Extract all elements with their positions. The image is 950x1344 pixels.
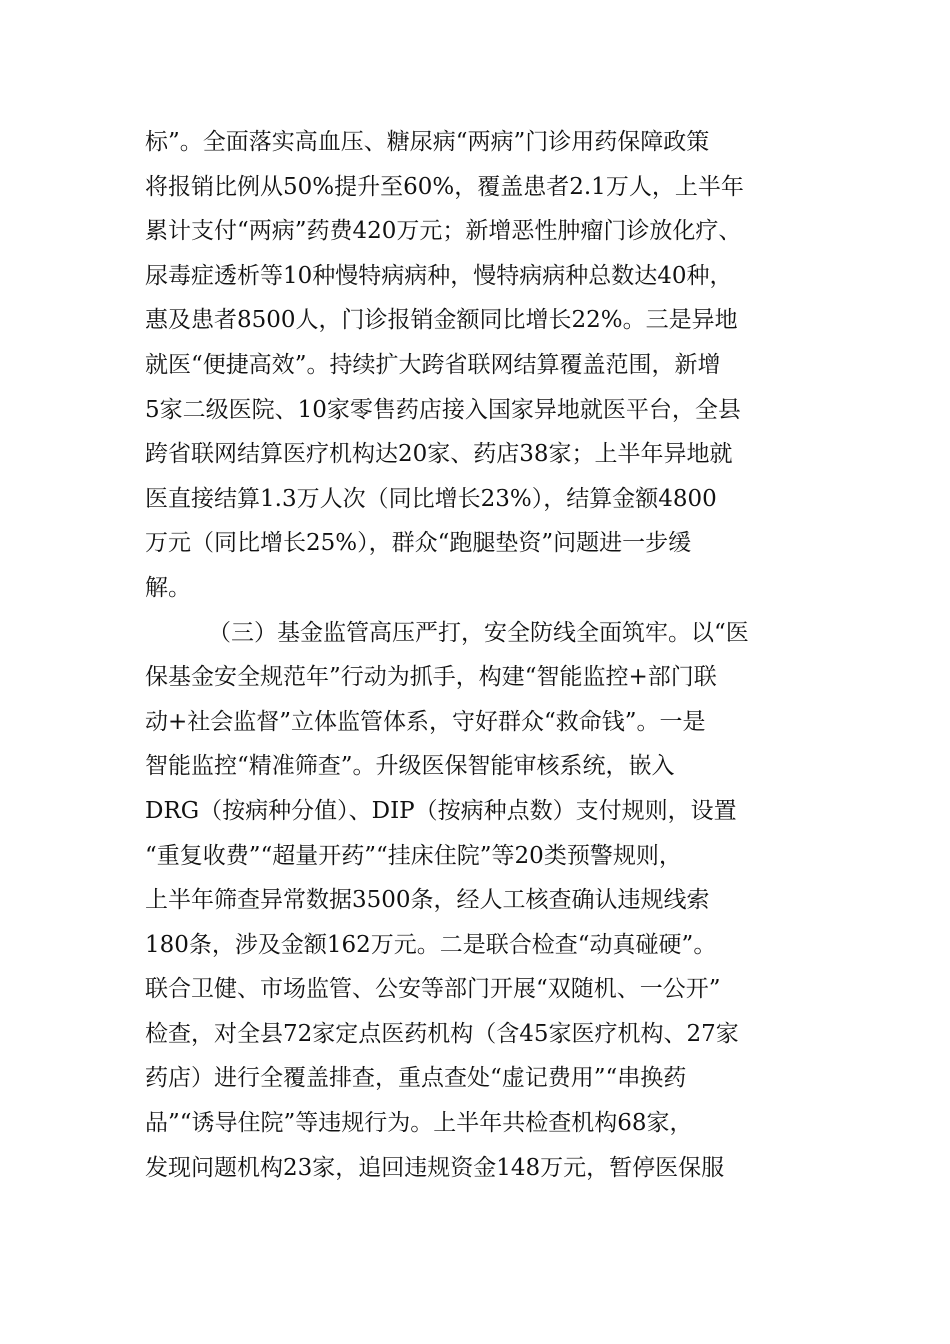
body-line: 上半年筛查异常数据3500条，经人工核查确认违规线索 [145,887,710,914]
body-line: 动+社会监督”立体监管体系，守好群众“救命钱”。一是 [145,708,706,735]
body-line: 医直接结算1.3万人次（同比增长23%），结算金额4800 [145,485,717,512]
document-body [145,120,815,1190]
body-line: 5家二级医院、10家零售药店接入国家异地就医平台，全县 [145,396,741,423]
body-line: DRG（按病种分值）、DIP（按病种点数）支付规则，设置 [145,797,737,824]
body-line: 尿毒症透析等10种慢特病病种，慢特病病种总数达40种， [145,262,733,289]
body-line: 保基金安全规范年”行动为抓手，构建“智能监控+部门联 [145,664,717,691]
body-line: 药店）进行全覆盖排查，重点查处“虚记费用”“串换药 [145,1065,687,1092]
body-line: 惠及患者8500人，门诊报销金额同比增长22%。三是异地 [145,307,738,334]
body-line: 智能监控“精准筛查”。升级医保智能审核系统，嵌入 [145,753,675,780]
body-line: 180条，涉及金额162万元。二是联合检查“动真碰硬”。 [145,931,717,958]
body-line: 发现问题机构23家，追回违规资金148万元，暂停医保服 [145,1154,725,1181]
section-heading-line: （三）基金监管高压严打，安全防线全面筑牢。以“医 [208,619,749,646]
body-line: 跨省联网结算医疗机构达20家、药店38家；上半年异地就 [145,441,733,468]
body-line: 累计支付“两病”药费420万元；新增恶性肿瘤门诊放化疗、 [145,218,742,245]
body-line: 将报销比例从50%提升至60%，覆盖患者2.1万人，上半年 [145,173,744,200]
body-line: “重复收费”“超量开药”“挂床住院”等20类预警规则， [145,842,682,869]
body-line: 万元（同比增长25%），群众“跑腿垫资”问题进一步缓 [145,530,692,557]
body-line: 品”“诱导住院”等违规行为。上半年共检查机构68家， [145,1110,693,1137]
body-line: 标”。全面落实高血压、糖尿病“两病”门诊用药保障政策 [145,129,710,155]
body-line: 解。 [145,574,191,601]
body-line: 检查，对全县72家定点医药机构（含45家医疗机构、27家 [145,1020,739,1047]
body-line: 就医“便捷高效”。持续扩大跨省联网结算覆盖范围，新增 [145,351,721,378]
body-line: 联合卫健、市场监管、公安等部门开展“双随机、一公开” [145,976,721,1003]
